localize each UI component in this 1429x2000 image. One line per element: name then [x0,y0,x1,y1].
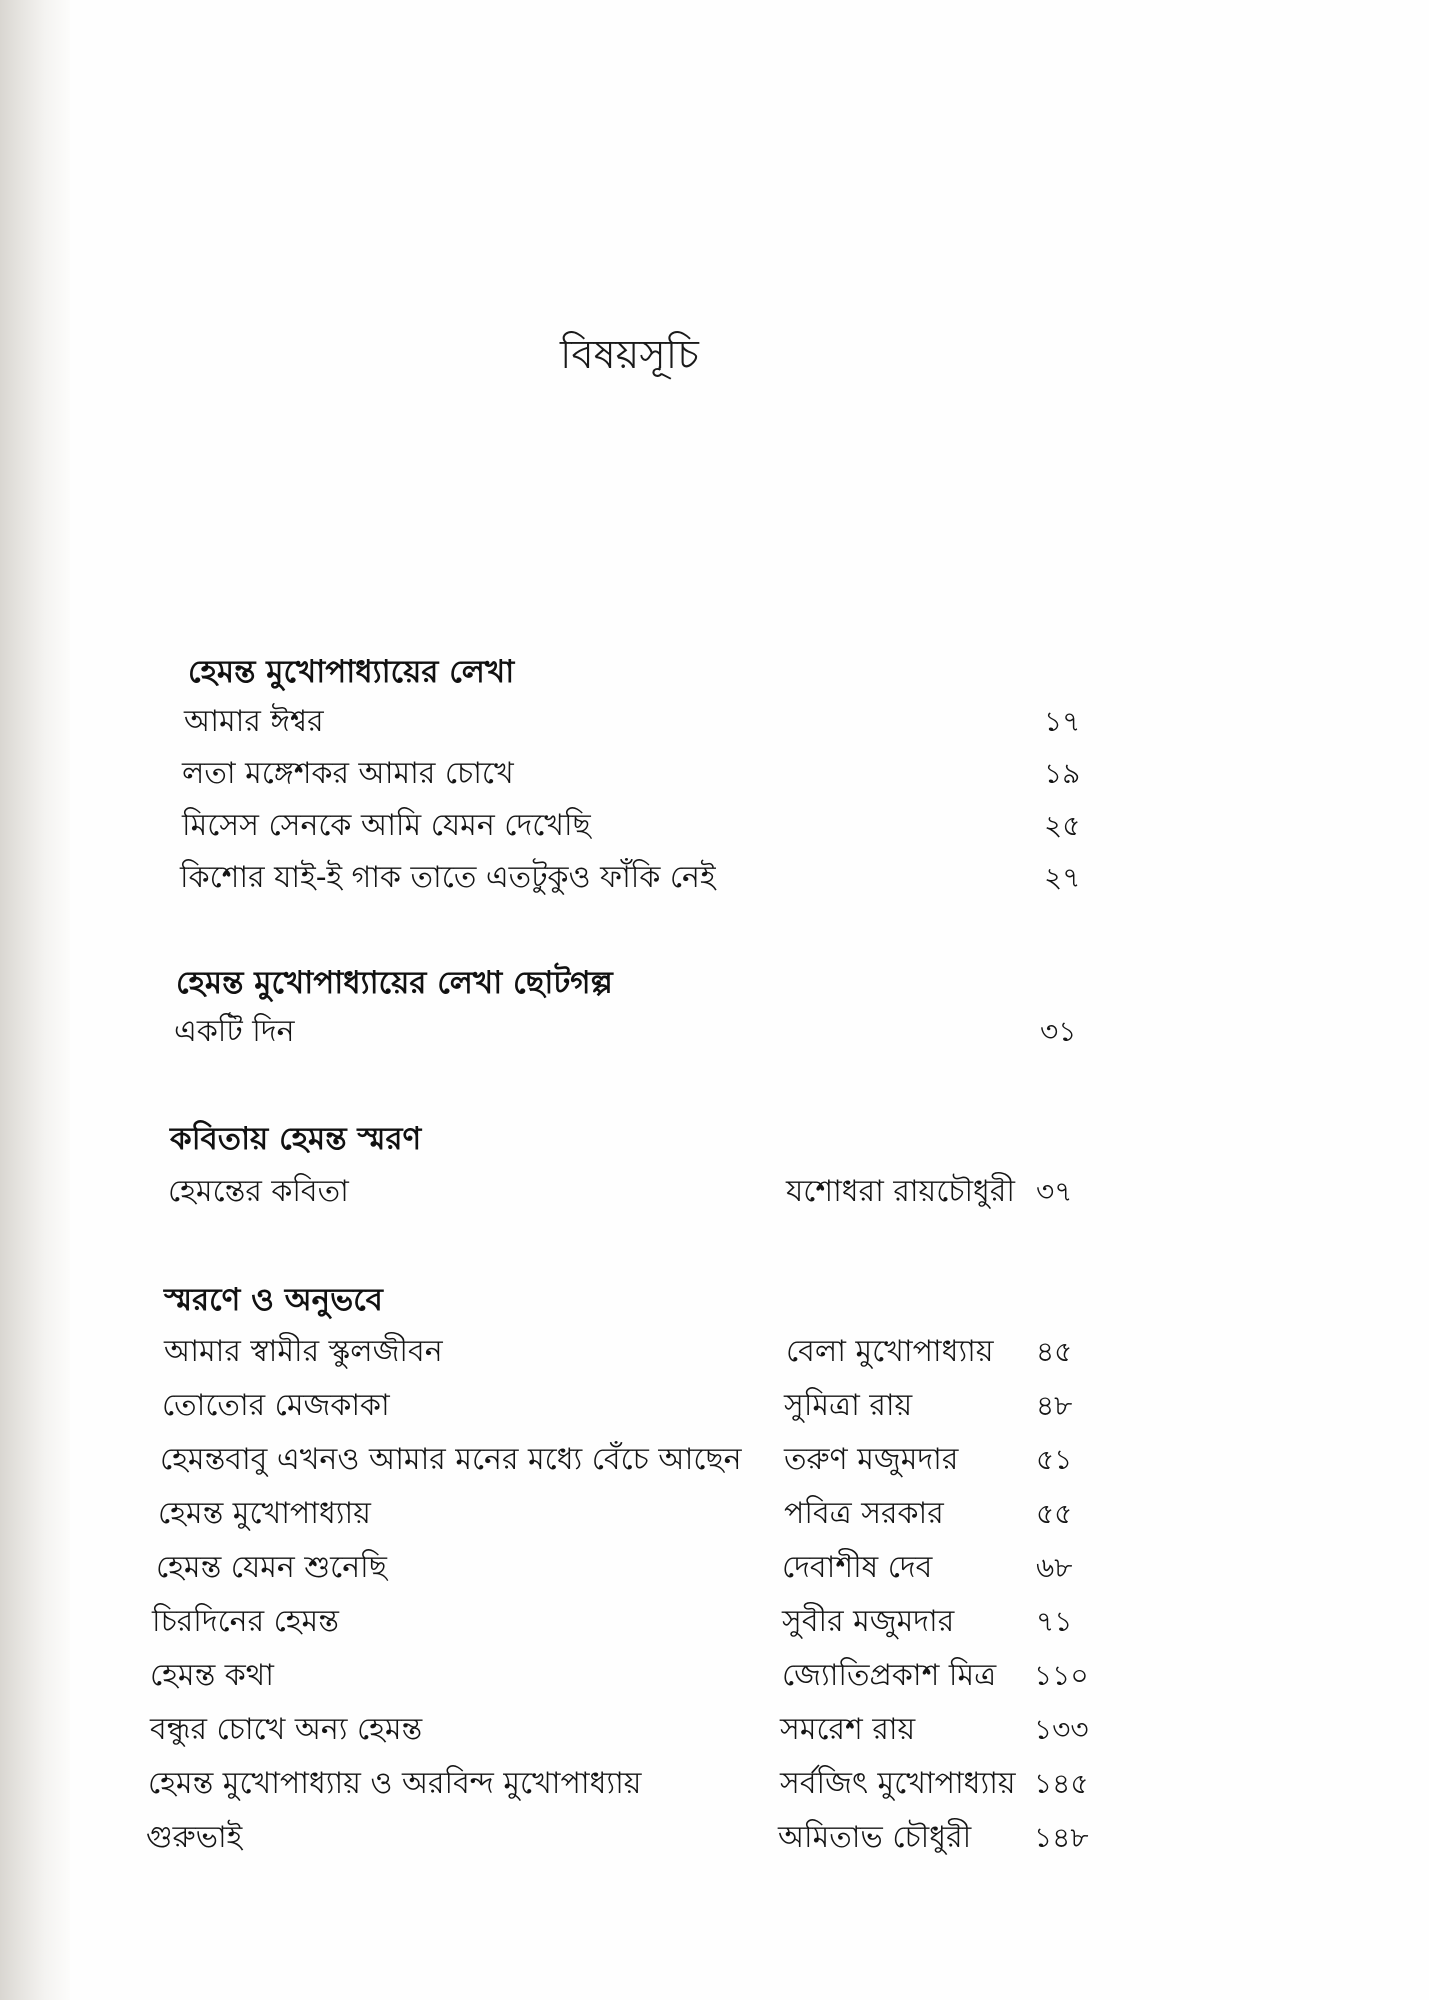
toc-entry [0,1438,1429,1482]
entry-title: হেমন্ত কথা [150,1658,274,1693]
entry-title: গুরুভাই [146,1820,243,1855]
entry-author: সর্বজিৎ মুখোপাধ্যায় [780,1766,1016,1801]
section-heading: স্মরণে ও অনুভবে [164,1282,383,1318]
entry-page: ৪৮ [1036,1389,1073,1422]
entry-title: চিরদিনের হেমন্ত [152,1604,339,1639]
entry-title: হেমন্তবাবু এখনও আমার মনের মধ্যে বেঁচে আছেন [160,1442,742,1477]
section-heading: কবিতায় হেমন্ত স্মরণ [170,1121,422,1157]
toc-entry [0,1546,1429,1590]
entry-page: ৩১ [1040,1015,1077,1048]
entry-page: ১৪৮ [1034,1821,1089,1854]
entry-title: লতা মঙ্গেশকর আমার চোখে [182,756,514,791]
entry-page: ১৪৫ [1034,1767,1089,1800]
toc-entry [0,1600,1429,1644]
entry-page: ৩৭ [1036,1175,1073,1208]
entry-page: ৬৮ [1036,1551,1073,1584]
entry-author: সুবীর মজুমদার [782,1604,955,1639]
toc-entry [0,752,1429,796]
entry-title: আমার ঈশ্বর [184,704,324,739]
entry-page: ১১০ [1034,1659,1089,1692]
toc-entry [0,1492,1429,1536]
entry-page: ৪৫ [1036,1335,1073,1368]
entry-author: সুমিত্রা রায় [784,1388,913,1423]
entry-author: সমরেশ রায় [780,1712,916,1747]
toc-entry [0,1762,1429,1806]
page-title: বিষয়সূচি [560,332,699,378]
section-heading: হেমন্ত মুখোপাধ্যায়ের লেখা ছোটগল্প [176,965,613,1001]
toc-entry [0,804,1429,848]
entry-title: মিসেস সেনকে আমি যেমন দেখেছি [182,808,591,843]
entry-title: হেমন্ত মুখোপাধ্যায় ও অরবিন্দ মুখোপাধ্যায় [148,1766,642,1801]
entry-page: ২৭ [1044,861,1081,894]
toc-entry [0,1330,1429,1374]
entry-author: অমিতাভ চৌধুরী [778,1820,972,1855]
entry-title: হেমন্ত যেমন শুনেছি [156,1550,387,1585]
toc-entry [0,1170,1429,1214]
entry-page: ১৯ [1044,757,1081,790]
toc-entry [0,856,1429,900]
entry-title: কিশোর যাই-ই গাক তাতে এতটুকুও ফাঁকি নেই [180,860,716,895]
entry-author: যশোধরা রায়চৌধুরী [786,1174,1015,1209]
toc-entry [0,1654,1429,1698]
entry-page: ১৩৩ [1034,1713,1089,1746]
entry-title: আমার স্বামীর স্কুলজীবন [164,1334,443,1369]
entry-title: তোতোর মেজকাকা [162,1388,390,1423]
entry-author: তরুণ মজুমদার [784,1442,959,1477]
entry-page: ৫৫ [1036,1497,1073,1530]
entry-page: ১৭ [1044,705,1081,738]
toc-entry [0,1010,1429,1054]
toc-entry [0,1384,1429,1428]
entry-page: ৭১ [1036,1605,1073,1638]
section-heading: হেমন্ত মুখোপাধ্যায়ের লেখা [188,654,515,690]
entry-page: ৫১ [1036,1443,1073,1476]
toc-entry [0,1816,1429,1860]
entry-author: বেলা মুখোপাধ্যায় [786,1334,994,1369]
entry-author: জ্যোতিপ্রকাশ মিত্র [782,1658,997,1693]
entry-title: হেমন্ত মুখোপাধ্যায় [158,1496,371,1531]
entry-title: হেমন্তের কবিতা [168,1174,349,1209]
entry-author: দেবাশীষ দেব [782,1550,933,1585]
entry-author: পবিত্র সরকার [784,1496,944,1531]
toc-entry [0,700,1429,744]
entry-page: ২৫ [1044,809,1081,842]
entry-title: বন্ধুর চোখে অন্য হেমন্ত [150,1712,423,1747]
entry-title: একটি দিন [174,1014,295,1049]
toc-entry [0,1708,1429,1752]
